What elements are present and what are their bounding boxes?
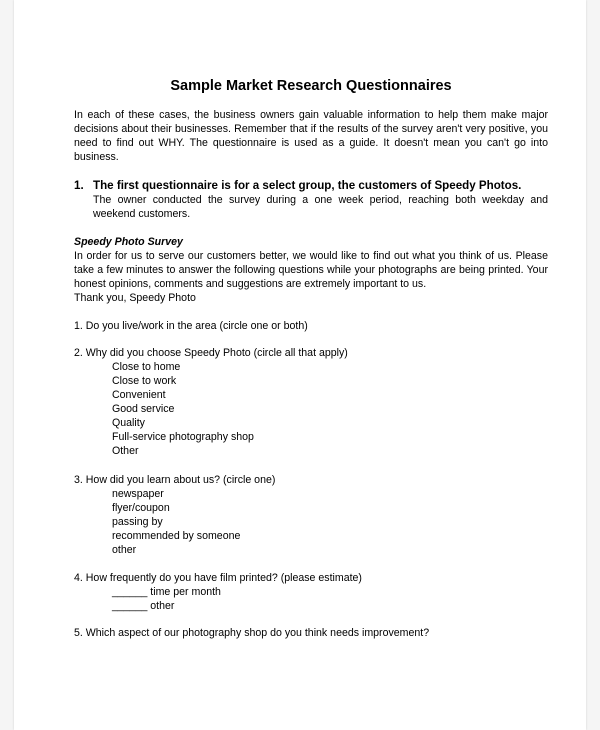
survey-intro <box>74 249 548 305</box>
question-4: 4. How frequently do you have film printed? (please estimate) <box>74 572 362 584</box>
question-5: 5. Which aspect of our photography shop do you think needs improvement? <box>74 627 430 639</box>
document-title: Sample Market Research Questionnaires <box>170 78 452 94</box>
question-2-option: Full-service photography shop <box>112 431 254 443</box>
document-page <box>14 0 586 730</box>
question-3-option: other <box>112 544 137 556</box>
section-1-description: The owner conducted the survey during a one week period, reaching both weekday and weekend customers. <box>93 194 548 220</box>
question-4-option: ______ time per month <box>112 586 221 598</box>
section-1-heading <box>74 178 548 193</box>
question-2-option: Quality <box>112 417 145 429</box>
question-3-options <box>112 487 240 557</box>
question-2-option: Close to work <box>112 375 177 387</box>
intro-paragraph: In each of these cases, the business owners gain valuable information to help them make major decisions about their businesses. Remember that if the results of the survey aren't very positive, you need to find out WHY. The questionnaire is used as a guide. It doesn't mean you can't go into business. <box>74 109 548 163</box>
question-4-options <box>112 585 221 613</box>
question-4-option: ______ other <box>112 600 175 612</box>
survey-intro-text: In order for us to serve our customers better, we would like to find out what you think of us. Please take a few minutes to answer the following questions while your photographs are being printed. Your honest opinions, comments and suggestions are extremely important to us. <box>74 250 548 290</box>
section-1-number: 1. <box>74 179 84 192</box>
survey-title: Speedy Photo Survey <box>74 236 183 248</box>
question-3-option: newspaper <box>112 488 164 500</box>
question-2-option: Convenient <box>112 389 166 401</box>
survey-thanks: Thank you, Speedy Photo <box>74 292 196 304</box>
question-2-option: Good service <box>112 403 175 415</box>
question-2-options <box>112 360 254 458</box>
question-2: 2. Why did you choose Speedy Photo (circle all that apply) <box>74 347 348 359</box>
question-3-option: recommended by someone <box>112 530 241 542</box>
question-3-option: flyer/coupon <box>112 502 170 514</box>
question-2-option: Close to home <box>112 361 181 373</box>
question-3: 3. How did you learn about us? (circle one) <box>74 474 276 486</box>
section-1-heading-text: The first questionnaire is for a select group, the customers of Speedy Photos. <box>93 179 522 192</box>
question-1: 1. Do you live/work in the area (circle one or both) <box>74 320 308 332</box>
question-2-option: Other <box>112 445 139 457</box>
question-3-option: passing by <box>112 516 163 528</box>
